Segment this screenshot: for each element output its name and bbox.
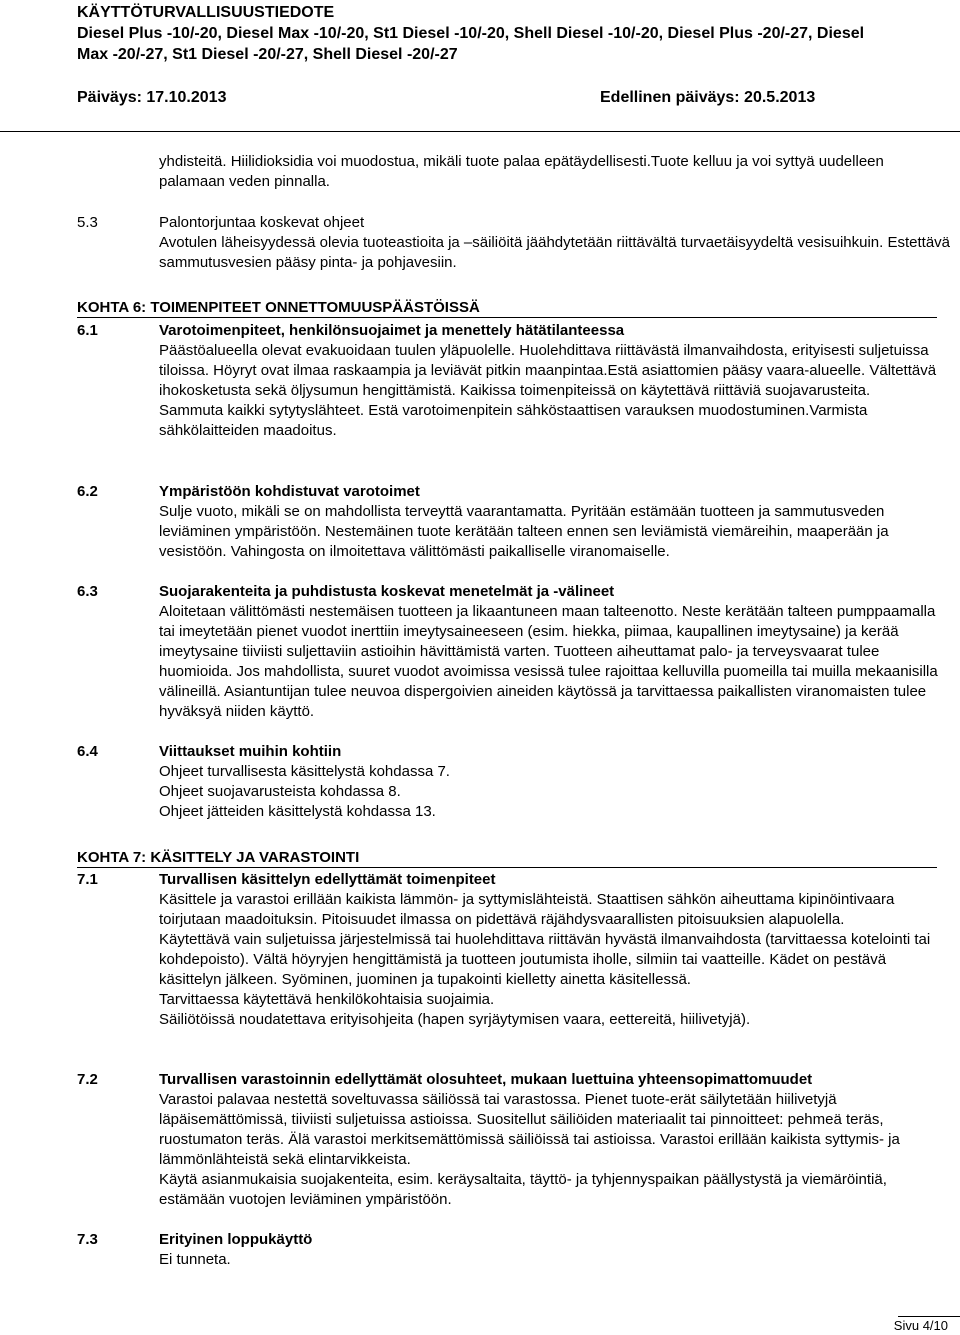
section-title: Viittaukset muihin kohtiin bbox=[159, 743, 342, 760]
section-5-3 bbox=[77, 213, 950, 273]
section-title: Turvallisen käsittelyn edellyttämät toimenpiteet bbox=[159, 871, 496, 888]
intro-text: yhdisteitä. Hiilidioksidia voi muodostua, mikäli tuote palaa epätäydellisesti.Tuote kelluu ja voi syttyä uudelleen palamaan veden pinnalla. bbox=[159, 153, 884, 190]
section-title: Palontorjuntaa koskevat ohjeet bbox=[159, 214, 365, 231]
page-number: Sivu 4/10 bbox=[893, 1318, 948, 1333]
section-6-2 bbox=[77, 482, 950, 562]
section-7-3 bbox=[77, 1230, 950, 1270]
product-names-line-1: Diesel Plus -10/-20, Diesel Max -10/-20, St1 Diesel -10/-20, Shell Diesel -10/-20, Diesel Plus -20/-27, Diesel bbox=[77, 25, 865, 42]
section-text bbox=[159, 890, 950, 1030]
section-number: 6.1 bbox=[77, 322, 98, 339]
section-text bbox=[159, 762, 950, 822]
kohta-7-heading: KOHTA 7: KÄSITTELY JA VARASTOINTI bbox=[77, 848, 937, 868]
section-title: Suojarakenteita ja puhdistusta koskevat menetelmät ja -välineet bbox=[159, 583, 615, 600]
section-6-4 bbox=[77, 742, 950, 822]
paragraph: Käsittele ja varastoi erillään kaikista lämmön- ja syttymislähteistä. Staattisen sähkön aiheuttama kipinöintivaara toirjutaan maadoituksin. Pitoisuudet ilmassa on pidettävä räjähdysvaarallisten pitoisuuksien alapuolella. bbox=[159, 891, 895, 928]
paragraph: Sammuta kaikki sytytyslähteet. Estä varotoimenpitein sähköstaattisen varauksen muodostuminen.Varmista sähkölaitteiden maadoitus. bbox=[159, 402, 868, 439]
paragraph: Varastoi palavaa nestettä soveltuvassa säiliössä tai varastossa. Pienet tuote-erät säilytetään hiilivetyjä läpäisemättömissä, tiiviisti suljetuissa astioissa. Suositellut säiliöiden materiaalit tai pinnoitteet: pehmeä teräs, ruostumaton teräs. Älä varastoi merkitsemättömissä säiliöissä tai astioissa. Varastoi erillään kaikista syttymis- ja lämmönlähteistä sekä elintarvikkeista. bbox=[159, 1091, 900, 1168]
section-title: Ympäristöön kohdistuvat varotoimet bbox=[159, 483, 420, 500]
paragraph: Käytä asianmukaisia suojakenteita, esim. keräysaltaita, täyttö- ja tyhjennyspaikan päällystystä ja viemäröintiä, estämään vuotojen leviäminen ympäristöön. bbox=[159, 1171, 887, 1208]
product-names-line-2: Max -20/-27, St1 Diesel -20/-27, Shell Diesel -20/-27 bbox=[77, 46, 458, 63]
section-text bbox=[159, 341, 950, 441]
section-text: Aloitetaan välittömästi nestemäisen tuotteen ja likaantuneen maan talteenotto. Neste kerätään talteen pumppaamalla tai imeytetään pienet vuodot inerttiin imeytysaineeseen (esim. hiekka, piimaa, kaupallinen imeytysaine) ja kerää imeytysaine tiiviisti suljettaviin astioihin hävittämistä varten. Tuotteen aiheuttamat palo- ja terveysvaarat tulee huomioida. Jos mahdollista, suuret vuodot avoimissa vesissä tulee rajoittaa kelluvilla puomeilla tai muilla mekaanisilla välineillä. Asiantuntijan tulee neuvoa dispergoivien aineiden käytössä ja tarvittaessa paikallisten viranomaisten tulee hyväksyä niiden käyttö. bbox=[159, 603, 938, 720]
section-text: Ei tunneta. bbox=[159, 1251, 231, 1268]
section-number: 5.3 bbox=[77, 214, 98, 231]
reference-line: Ohjeet turvallisesta käsittelystä kohdassa 7. bbox=[159, 763, 450, 780]
section-text: Avotulen läheisyydessä olevia tuoteastioita ja –säiliöitä jäähdytetään riittävältä turvaetäisyydeltä vesisuihkuin. Estettävä sammutusvesien pääsy pinta- ja pohjavesiin. bbox=[159, 234, 951, 271]
paragraph: Päästöalueella olevat evakuoidaan tuulen yläpuolelle. Huolehdittava riittävästä ilmanvaihdosta, erityisesti suljetuissa tiloissa. Höyryt ovat ilmaa raskaampia ja leviävät pitkin maanpintaa.Estä asiattomien pääsy vaara-alueelle. Vältettävä ihokosketusta sekä öljysumun hengittämistä. Kaikissa toimenpiteissä on käytettävä riittäviä suojavarusteita. bbox=[159, 342, 937, 399]
paragraph: Käytettävä vain suljetuissa järjestelmissä tai huolehdittava riittävän hyvästä ilmanvaihdosta (tarvittaessa kotelointi tai kohdepoisto). Vältä höyryjen hengittämistä ja tuotteen joutumista iholle, silmiin tai vaatteille. Kädet on pestävä käsittelyn jälkeen. Syöminen, juominen ja tupakointi kielletty ainetta käsitellessä. bbox=[159, 931, 931, 988]
section-number: 6.4 bbox=[77, 743, 98, 760]
header-divider bbox=[0, 131, 960, 132]
section-number: 6.3 bbox=[77, 583, 98, 600]
intro-paragraph bbox=[77, 152, 950, 192]
section-7-2 bbox=[77, 1070, 950, 1210]
section-title: Erityinen loppukäyttö bbox=[159, 1231, 313, 1248]
reference-line: Ohjeet suojavarusteista kohdassa 8. bbox=[159, 783, 401, 800]
previous-date: Edellinen päiväys: 20.5.2013 bbox=[600, 89, 816, 106]
section-7-1 bbox=[77, 870, 950, 1030]
section-title: Turvallisen varastoinnin edellyttämät olosuhteet, mukaan luettuina yhteensopimattomuudet bbox=[159, 1071, 813, 1088]
section-text bbox=[159, 1090, 950, 1210]
section-6-1 bbox=[77, 321, 950, 441]
revision-date: Päiväys: 17.10.2013 bbox=[77, 89, 227, 106]
reference-line: Ohjeet jätteiden käsittelystä kohdassa 13. bbox=[159, 803, 436, 820]
paragraph: Tarvittaessa käytettävä henkilökohtaisia suojaimia. bbox=[159, 991, 495, 1008]
section-text: Sulje vuoto, mikäli se on mahdollista terveyttä vaarantamatta. Pyritään estämään tuotteen ja sammutusveden leviäminen ympäristöön. Nestemäinen tuote kerätään talteen ennen sen leviämistä viemäreihin, maaperään ja vesistöön. Vahingosta on ilmoitettava välittömästi paikalliselle viranomaiselle. bbox=[159, 503, 889, 560]
kohta-6-heading: KOHTA 6: TOIMENPITEET ONNETTOMUUSPÄÄSTÖISSÄ bbox=[77, 298, 937, 318]
document-title: KÄYTTÖTURVALLISUUSTIEDOTE bbox=[77, 4, 335, 21]
section-number: 7.1 bbox=[77, 871, 98, 888]
document-header bbox=[77, 2, 947, 65]
section-number: 6.2 bbox=[77, 483, 98, 500]
section-title: Varotoimenpiteet, henkilönsuojaimet ja menettely hätätilanteessa bbox=[159, 322, 625, 339]
paragraph: Säiliötöissä noudatettava erityisohjeita (hapen syrjäytymisen vaara, eettereitä, hiilivetyjä). bbox=[159, 1011, 751, 1028]
section-number: 7.2 bbox=[77, 1071, 98, 1088]
section-6-3 bbox=[77, 582, 950, 722]
section-number: 7.3 bbox=[77, 1231, 98, 1248]
